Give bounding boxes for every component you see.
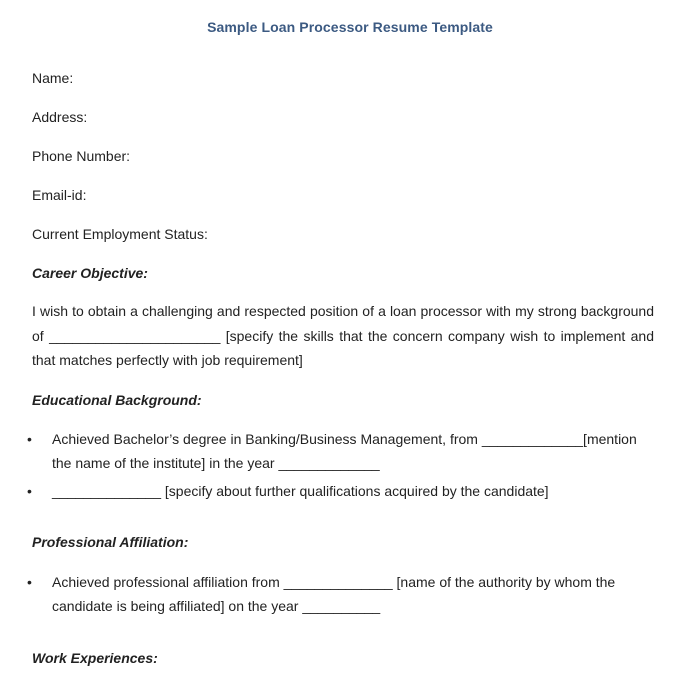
- bullet-icon: •: [27, 574, 32, 590]
- address-field-label: Address:: [32, 109, 88, 125]
- career-objective-heading: Career Objective:: [32, 265, 148, 281]
- page-title: Sample Loan Processor Resume Template: [207, 19, 493, 35]
- career-objective-text: I wish to obtain a challenging and respected position of a loan processor with my strong background of ______________________ [specify the skills that the concern company wish to implement and that matches perfectly with job requirement]: [32, 303, 654, 368]
- employment-status-field-label: Current Employment Status:: [32, 226, 208, 242]
- work-experiences-heading: Work Experiences:: [32, 650, 158, 666]
- bullet-icon: •: [27, 483, 32, 499]
- name-field-label: Name:: [32, 70, 74, 86]
- phone-field-label: Phone Number:: [32, 148, 131, 164]
- bullet-icon: •: [27, 431, 32, 447]
- educational-background-heading: Educational Background:: [32, 392, 202, 408]
- education-item-1: Achieved Bachelor’s degree in Banking/Business Management, from _____________[mention the name of the institute] in the year _____________: [52, 431, 637, 471]
- education-item-2: ______________ [specify about further qualifications acquired by the candidate]: [52, 483, 549, 499]
- email-field-label: Email-id:: [32, 187, 87, 203]
- professional-affiliation-heading: Professional Affiliation:: [32, 534, 189, 550]
- affiliation-item-1: Achieved professional affiliation from ______________ [name of the authority by whom the candidate is being affiliated] on the year __________: [52, 574, 616, 614]
